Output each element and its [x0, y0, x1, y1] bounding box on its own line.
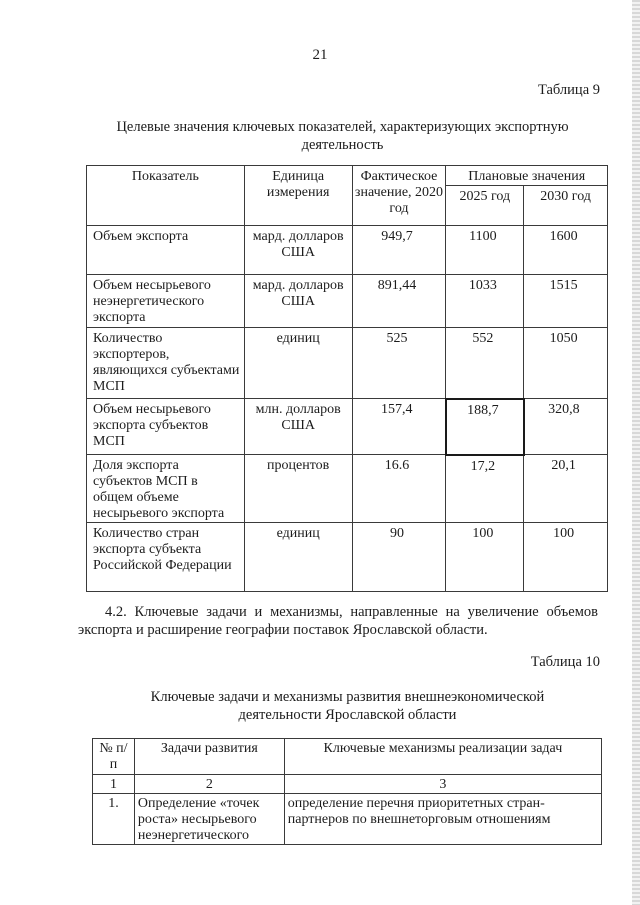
table9-cell-2025: 552 [446, 328, 524, 399]
table-row [93, 794, 602, 845]
table9-cell-2025: 1033 [446, 275, 524, 328]
table10-cell-task: Определение «точек роста» несырьевого неэнергетического [134, 794, 284, 845]
section-paragraph: 4.2. Ключевые задачи и механизмы, направленные на увеличение объемов экспорта и расширение географии поставок Ярославской области. [78, 604, 598, 638]
table10-label: Таблица 10 [530, 654, 600, 670]
table9-cell-unit: маpд. долларов США [244, 275, 352, 328]
table9-cell-actual: 16.6 [352, 455, 446, 523]
table-row [87, 523, 608, 592]
table10-index-cell: 3 [284, 775, 601, 794]
table9-cell-indicator: Количество стран экспорта субъекта Российской Федерации [87, 523, 245, 592]
table9-cell-2025: 100 [446, 523, 524, 592]
table-row [87, 328, 608, 399]
table9-cell-2030: 320,8 [524, 399, 608, 455]
table9-header-planned: Плановые значения [446, 166, 608, 186]
table9-cell-unit: единиц [244, 328, 352, 399]
table-row [87, 455, 608, 523]
table-row [87, 226, 608, 275]
table9-cell-indicator: Объем несырьевого неэнергетического экспорта [87, 275, 245, 328]
table9-cell-indicator: Объем несырьевого экспорта субъектов МСП [87, 399, 245, 455]
table9-header-unit: Единица измерения [244, 166, 352, 226]
table10-header-tasks: Задачи развития [134, 739, 284, 775]
table9-cell-indicator: Объем экспорта [87, 226, 245, 275]
table-row [87, 399, 608, 455]
table10-caption-line1: Ключевые задачи и механизмы развития внешнеэкономической [150, 689, 545, 705]
table9-cell-2025: 188,7 [446, 399, 524, 455]
table-row [87, 275, 608, 328]
table10-caption [70, 688, 625, 724]
table9-cell-2025: 17,2 [446, 455, 524, 523]
table9-header-2025: 2025 год [446, 186, 524, 226]
table9-label: Таблица 9 [537, 82, 600, 98]
table9-header-indicator: Показатель [87, 166, 245, 226]
table9-caption-line1: Целевые значения ключевых показателей, характеризующих экспортную [116, 119, 569, 135]
table9-cell-2030: 20,1 [524, 455, 608, 523]
table9-header-2030: 2030 год [524, 186, 608, 226]
table10-cell-num: 1. [93, 794, 135, 845]
table10-header-num: № п/п [93, 739, 135, 775]
table9-cell-2030: 1050 [524, 328, 608, 399]
table9-cell-actual: 891,44 [352, 275, 446, 328]
table10-index-cell: 1 [93, 775, 135, 794]
table9-cell-unit: процентов [244, 455, 352, 523]
table9-cell-actual: 157,4 [352, 399, 446, 455]
table9-header-row [87, 166, 608, 186]
table9-cell-actual: 525 [352, 328, 446, 399]
table9-cell-indicator: Доля экспорта субъектов МСП в общем объеме несырьевого экспорта [87, 455, 245, 523]
table9-header-actual: Фактическое значение, 2020 год [352, 166, 446, 226]
table9-caption-line2: деятельность [301, 137, 384, 153]
table10-header-row [93, 739, 602, 775]
table9-cell-unit: маpд. долларов США [244, 226, 352, 275]
table10-caption-line2: деятельности Ярославской области [238, 707, 457, 723]
table10-cell-mechanism: определение перечня приоритетных стран-партнеров по внешнеторговым отношениям [284, 794, 601, 845]
table9-cell-unit: единиц [244, 523, 352, 592]
page-number: 21 [312, 47, 328, 63]
table9-cell-indicator: Количество экспортеров, являющихся субъектами МСП [87, 328, 245, 399]
table10-index-cell: 2 [134, 775, 284, 794]
table10-header-mechanisms: Ключевые механизмы реализации задач [284, 739, 601, 775]
table9-cell-actual: 90 [352, 523, 446, 592]
table9-caption [60, 118, 625, 154]
table9-cell-2030: 100 [524, 523, 608, 592]
table9-cell-2025: 1100 [446, 226, 524, 275]
table9-cell-actual: 949,7 [352, 226, 446, 275]
scan-edge-strip [632, 0, 640, 905]
table10-index-row [93, 775, 602, 794]
table9 [86, 165, 608, 592]
table9-cell-2030: 1600 [524, 226, 608, 275]
table10 [92, 738, 602, 845]
table9-cell-unit: млн. долларов США [244, 399, 352, 455]
table9-cell-2030: 1515 [524, 275, 608, 328]
